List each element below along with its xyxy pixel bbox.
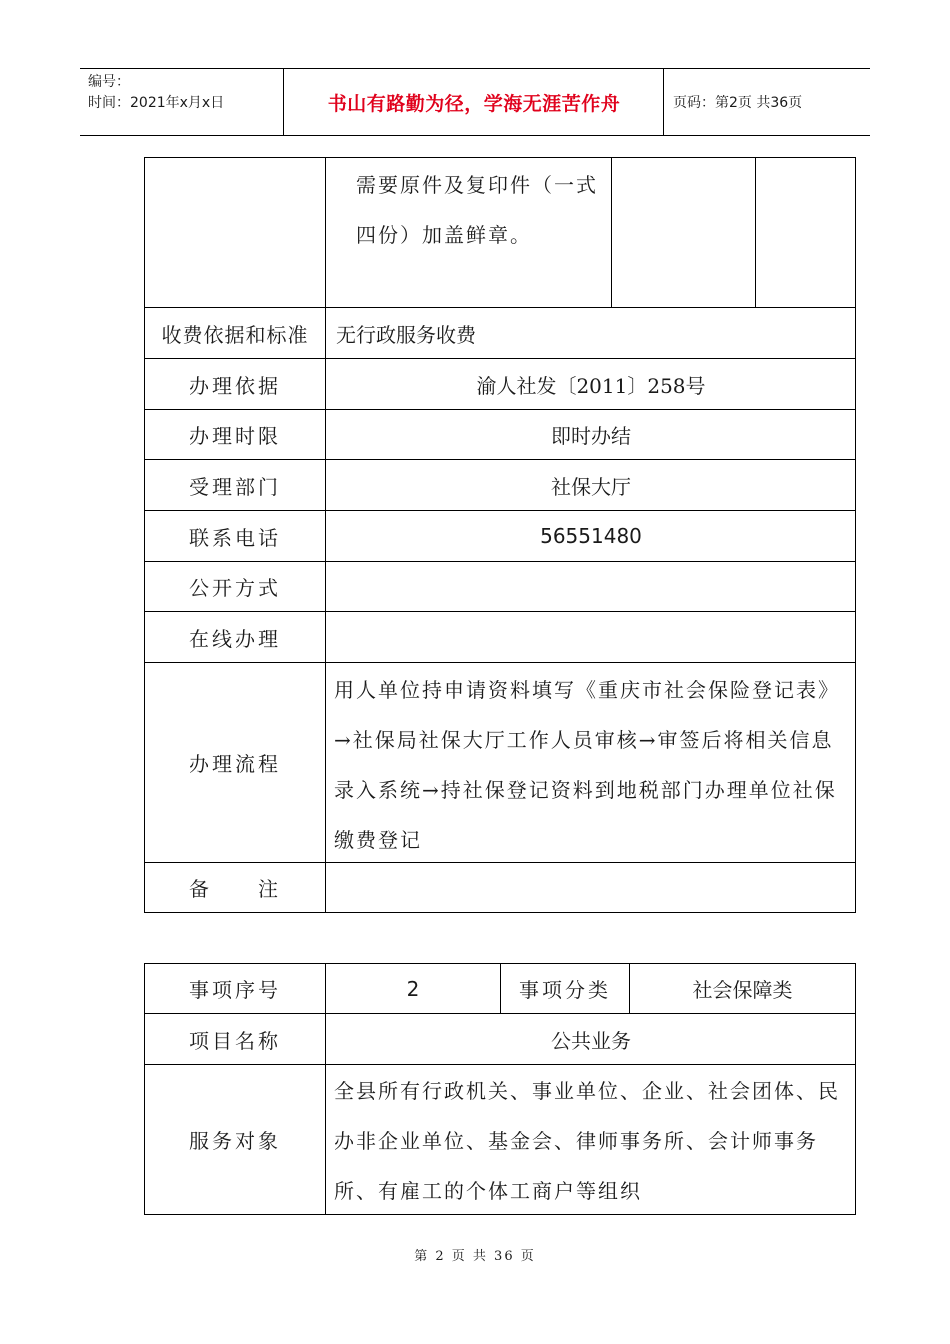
fee-basis-label: 收费依据和标准: [161, 322, 309, 347]
header-divider: [663, 68, 664, 136]
online-service-label: 在线办理: [189, 626, 281, 651]
item-number-value: 2: [406, 976, 420, 1001]
phone-value: 56551480: [540, 524, 642, 548]
legal-basis-value: 渝人社发〔2011〕258号: [476, 373, 706, 398]
header-meta: [88, 72, 224, 114]
column-divider: [611, 157, 612, 307]
project-name-value: 公共业务: [551, 1028, 631, 1053]
process-description: 用人单位持申请资料填写《重庆市社会保险登记表》→社保局社保大厅工作人员审核→审签后将相关信息录入系统→持社保登记资料到地税部门办理单位社保缴费登记: [334, 678, 840, 852]
header-slogan: 书山有路勤为径，学海无涯苦作舟: [327, 92, 621, 115]
service-target-label: 服务对象: [189, 1129, 281, 1153]
document-date: 时间：2021年x月x日: [88, 95, 225, 111]
phone-label: 联系电话: [189, 525, 281, 550]
item-category-label: 事项分类: [519, 978, 611, 1002]
department-value: 社保大厅: [551, 474, 631, 499]
column-divider: [755, 157, 756, 307]
materials-requirement: 需要原件及复印件（一式四份）加盖鲜章。: [356, 173, 598, 247]
department-label: 受理部门: [189, 474, 281, 499]
remarks-label: 备 注: [189, 877, 281, 901]
page-footer: 第 2 页 共 36 页: [414, 1249, 536, 1264]
remarks-value: [326, 863, 856, 912]
header-divider: [283, 68, 284, 136]
online-service-value: [326, 612, 856, 662]
disclosure-method-value: [326, 562, 856, 611]
header-page-info: 页码：第2页 共36页: [673, 95, 803, 111]
item-number-label: 事项序号: [189, 978, 281, 1002]
time-limit-label: 办理时限: [189, 424, 281, 448]
legal-basis-label: 办理依据: [189, 373, 281, 398]
document-number: 编号：: [88, 74, 130, 90]
item-category-value: 社会保障类: [692, 978, 793, 1002]
disclosure-method-label: 公开方式: [189, 576, 281, 600]
fee-basis-value: 无行政服务收费: [336, 322, 476, 347]
time-limit-value: 即时办结: [551, 424, 631, 448]
project-name-label: 项目名称: [189, 1028, 281, 1053]
process-label: 办理流程: [189, 752, 281, 776]
service-target-description: 全县所有行政机关、事业单位、企业、社会团体、民办非企业单位、基金会、律师事务所、会计师事务所、有雇工的个体工商户等组织: [334, 1079, 840, 1203]
page-header: [80, 68, 870, 136]
